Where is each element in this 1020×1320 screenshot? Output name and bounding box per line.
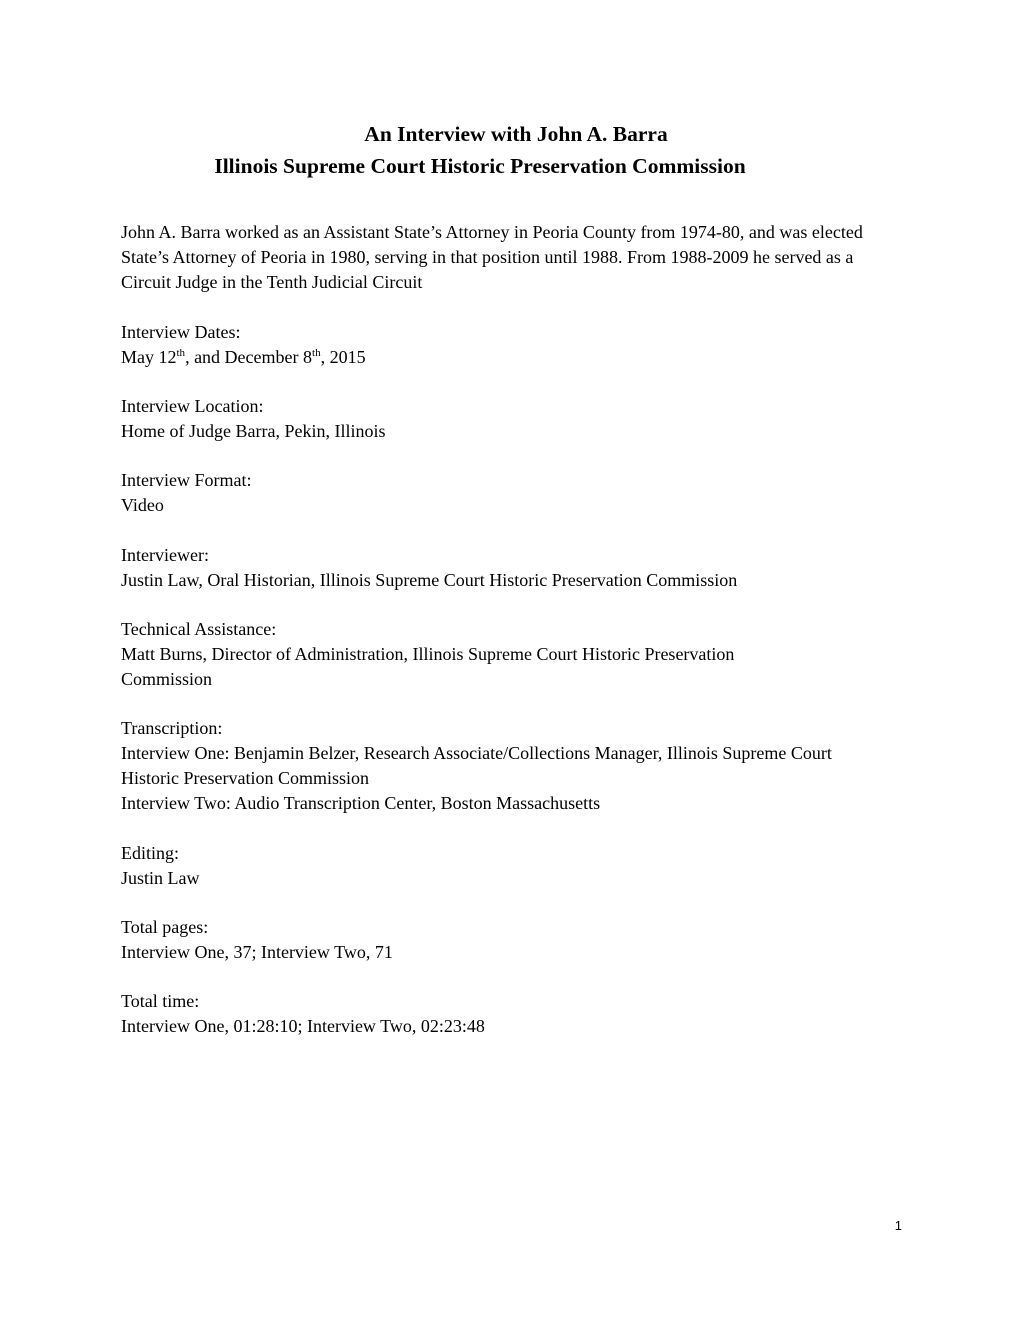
transcription xyxy=(121,716,901,816)
total-time-value: Interview One, 01:28:10; Interview Two, 02:23:48 xyxy=(121,1016,485,1036)
total-pages-value: Interview One, 37; Interview Two, 71 xyxy=(121,942,393,962)
total-time xyxy=(121,989,901,1039)
editing-value: Justin Law xyxy=(121,868,200,888)
interview-format-label: Interview Format: xyxy=(121,470,252,490)
page-number: 1 xyxy=(894,1218,902,1233)
transcription-label: Transcription: xyxy=(121,718,223,738)
date-part-2: , and December 8 xyxy=(185,347,313,367)
total-time-label: Total time: xyxy=(121,991,200,1011)
intro-paragraph: John A. Barra worked as an Assistant State’s Attorney in Peoria County from 1974-80, and was elected State’s Attorney of Peoria in 1980, serving in that position until 1988. From 1988-2009 he served as a Circuit Judge in the Tenth Judicial Circuit xyxy=(121,222,863,292)
editing-label: Editing: xyxy=(121,843,179,863)
interview-location-value: Home of Judge Barra, Pekin, Illinois xyxy=(121,421,386,441)
date-part-1: May 12 xyxy=(121,347,177,367)
interviewer-label: Interviewer: xyxy=(121,545,209,565)
interviewer xyxy=(121,543,901,593)
interview-dates xyxy=(121,320,901,370)
total-pages-label: Total pages: xyxy=(121,917,209,937)
interviewer-value: Justin Law, Oral Historian, Illinois Supreme Court Historic Preservation Commission xyxy=(121,570,738,590)
interview-format xyxy=(121,468,901,518)
interview-dates-value xyxy=(121,345,901,370)
technical-assistance-value: Matt Burns, Director of Administration, Illinois Supreme Court Historic Preservation Commission xyxy=(121,644,735,689)
interview-dates-label: Interview Dates: xyxy=(121,322,241,342)
technical-assistance-label: Technical Assistance: xyxy=(121,619,277,639)
interview-location xyxy=(121,394,901,444)
date-sup-2: th xyxy=(312,347,321,359)
editing xyxy=(121,841,901,891)
document-title: An Interview with John A. Barra xyxy=(364,122,668,146)
total-pages xyxy=(121,915,901,965)
interview-location-label: Interview Location: xyxy=(121,396,264,416)
document-subtitle: Illinois Supreme Court Historic Preservation Commission xyxy=(214,154,746,178)
interview-format-value: Video xyxy=(121,495,164,515)
date-part-3: , 2015 xyxy=(320,347,366,367)
transcription-two: Interview Two: Audio Transcription Center, Boston Massachusetts xyxy=(121,793,601,813)
technical-assistance xyxy=(121,617,901,692)
date-sup-1: th xyxy=(176,347,186,359)
transcription-one: Interview One: Benjamin Belzer, Research Associate/Collections Manager, Illinois Supreme Court Historic Preservation Commission xyxy=(121,743,832,788)
